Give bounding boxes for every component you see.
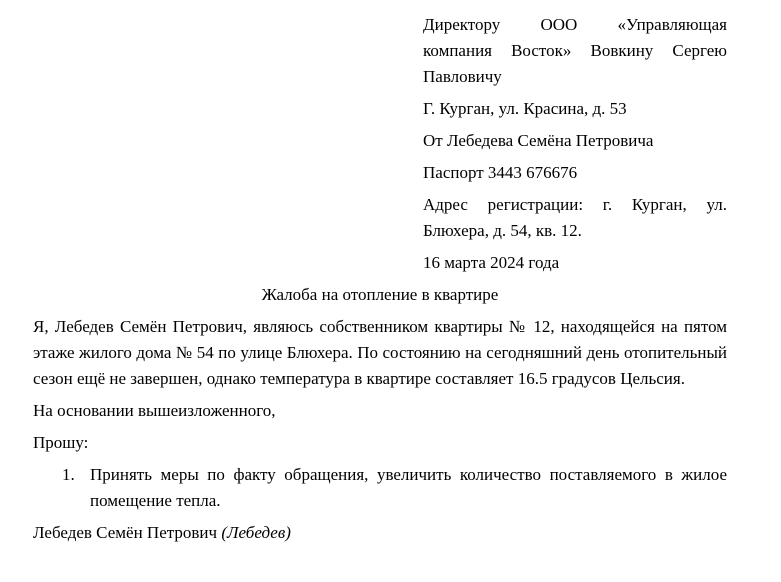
request-list-item [33, 462, 727, 514]
request-item-text: Принять меры по факту обращения, увеличить количество поставляемого в жилое помещение тепла. [90, 465, 727, 510]
request-item-number: 1. [62, 465, 75, 484]
signature-note: (Лебедев) [221, 523, 291, 542]
request-intro-line: Прошу: [33, 433, 89, 452]
registration-address-line: Адрес регистрации: г. Курган, ул. Блюхера, д. 54, кв. 12. [423, 195, 727, 240]
sender-line: От Лебедева Семёна Петровича [423, 131, 654, 150]
basis-line: На основании вышеизложенного, [33, 401, 276, 420]
letter-header-block [423, 12, 727, 276]
letter-title: Жалоба на отопление в квартире [261, 285, 499, 304]
date-line: 16 марта 2024 года [423, 253, 560, 272]
recipient-address-line: Г. Курган, ул. Красина, д. 53 [423, 99, 627, 118]
recipient-line: Директору ООО «Управляющая компания Восток» Вовкину Сергею Павловичу [423, 15, 727, 86]
body-paragraph: Я, Лебедев Семён Петрович, являюсь собственником квартиры № 12, находящейся на пятом этаже жилого дома № 54 по улице Блюхера. По состоянию на сегодняшний день отопительный сезон ещё не завершен, однако температура в квартире составляет 16.5 градусов Цельсия. [33, 317, 727, 388]
signature-name: Лебедев Семён Петрович [33, 523, 222, 542]
signature-line [33, 520, 727, 546]
passport-line: Паспорт 3443 676676 [423, 163, 578, 182]
